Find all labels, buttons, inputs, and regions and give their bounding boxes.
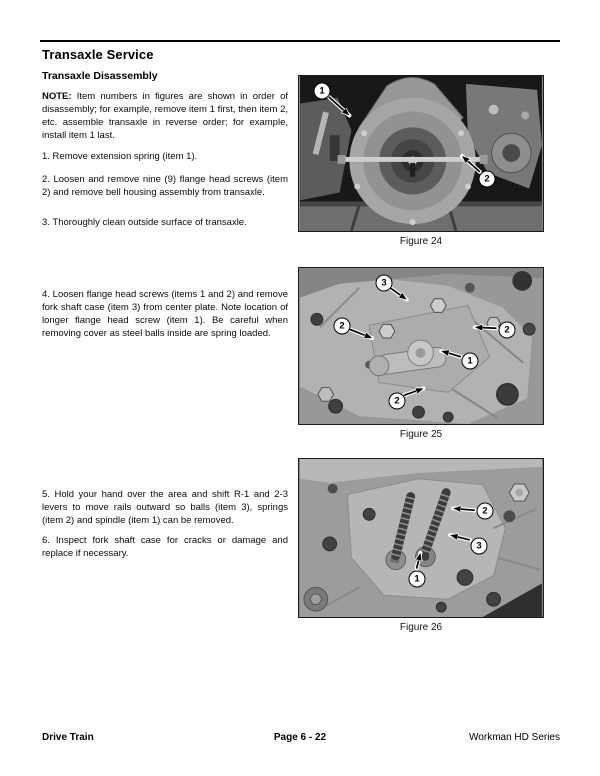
figure-24-caption: Figure 24 [399, 236, 443, 247]
footer-page-number: Page 6 - 22 [273, 732, 327, 743]
header-rule [40, 40, 560, 42]
figure-24 [298, 75, 544, 247]
figure-26-photo [298, 458, 544, 618]
note-text: Item numbers in figures are shown in order of disassembly; for example, remove item 1 first, then item 2, etc. assemble transaxle in reverse order; for example, install item 1 last. [42, 91, 288, 141]
page-title: Transaxle Service [42, 47, 154, 62]
callout-item-2-bottom: 2 [389, 393, 406, 410]
step-3: 3. Thoroughly clean outside surface of transaxle. [42, 217, 247, 228]
callout-item-2-left: 2 [334, 318, 351, 335]
callout-item-1: 1 [314, 83, 331, 100]
figure-24-photo [298, 75, 544, 232]
section-subtitle: Transaxle Disassembly [42, 70, 158, 82]
callout-item-1: 1 [409, 571, 426, 588]
footer-section-name: Drive Train [42, 732, 94, 743]
callout-item-2: 2 [477, 503, 494, 520]
step-6: 6. Inspect fork shaft case for cracks or damage and replace if necessary. [42, 535, 288, 559]
step-2: 2. Loosen and remove nine (9) flange head screws (item 2) and remove bell housing assembly from transaxle. [42, 174, 288, 198]
callout-item-2-right: 2 [499, 322, 516, 339]
figure-25-caption: Figure 25 [399, 429, 443, 440]
figure-25-photo [298, 267, 544, 425]
figure-25 [298, 267, 544, 440]
step-4: 4. Loosen flange head screws (items 1 and 2) and remove fork shaft case (item 3) from center plate. Note location of longer flange head screw (item 1). Be careful when removing cover as steel balls inside are spring loaded. [42, 289, 288, 339]
callout-item-3: 3 [376, 275, 393, 292]
step-5: 5. Hold your hand over the area and shift R-1 and 2-3 levers to move rails outward so balls (item 3), springs (item 2) and spindle (item 1) can be removed. [42, 489, 288, 526]
note-label: NOTE: [42, 91, 72, 102]
fork-shaft-springs-photo [299, 459, 543, 617]
step-1: 1. Remove extension spring (item 1). [42, 151, 198, 162]
footer-series-name: Workman HD Series [469, 732, 560, 743]
figure-26-caption: Figure 26 [399, 622, 443, 633]
callout-item-2: 2 [479, 171, 496, 188]
note-paragraph [42, 90, 288, 142]
transaxle-bell-housing-photo [299, 76, 543, 231]
fork-shaft-case-photo [299, 268, 543, 424]
figure-26 [298, 458, 544, 633]
callout-item-1: 1 [462, 353, 479, 370]
callout-item-3: 3 [471, 538, 488, 555]
